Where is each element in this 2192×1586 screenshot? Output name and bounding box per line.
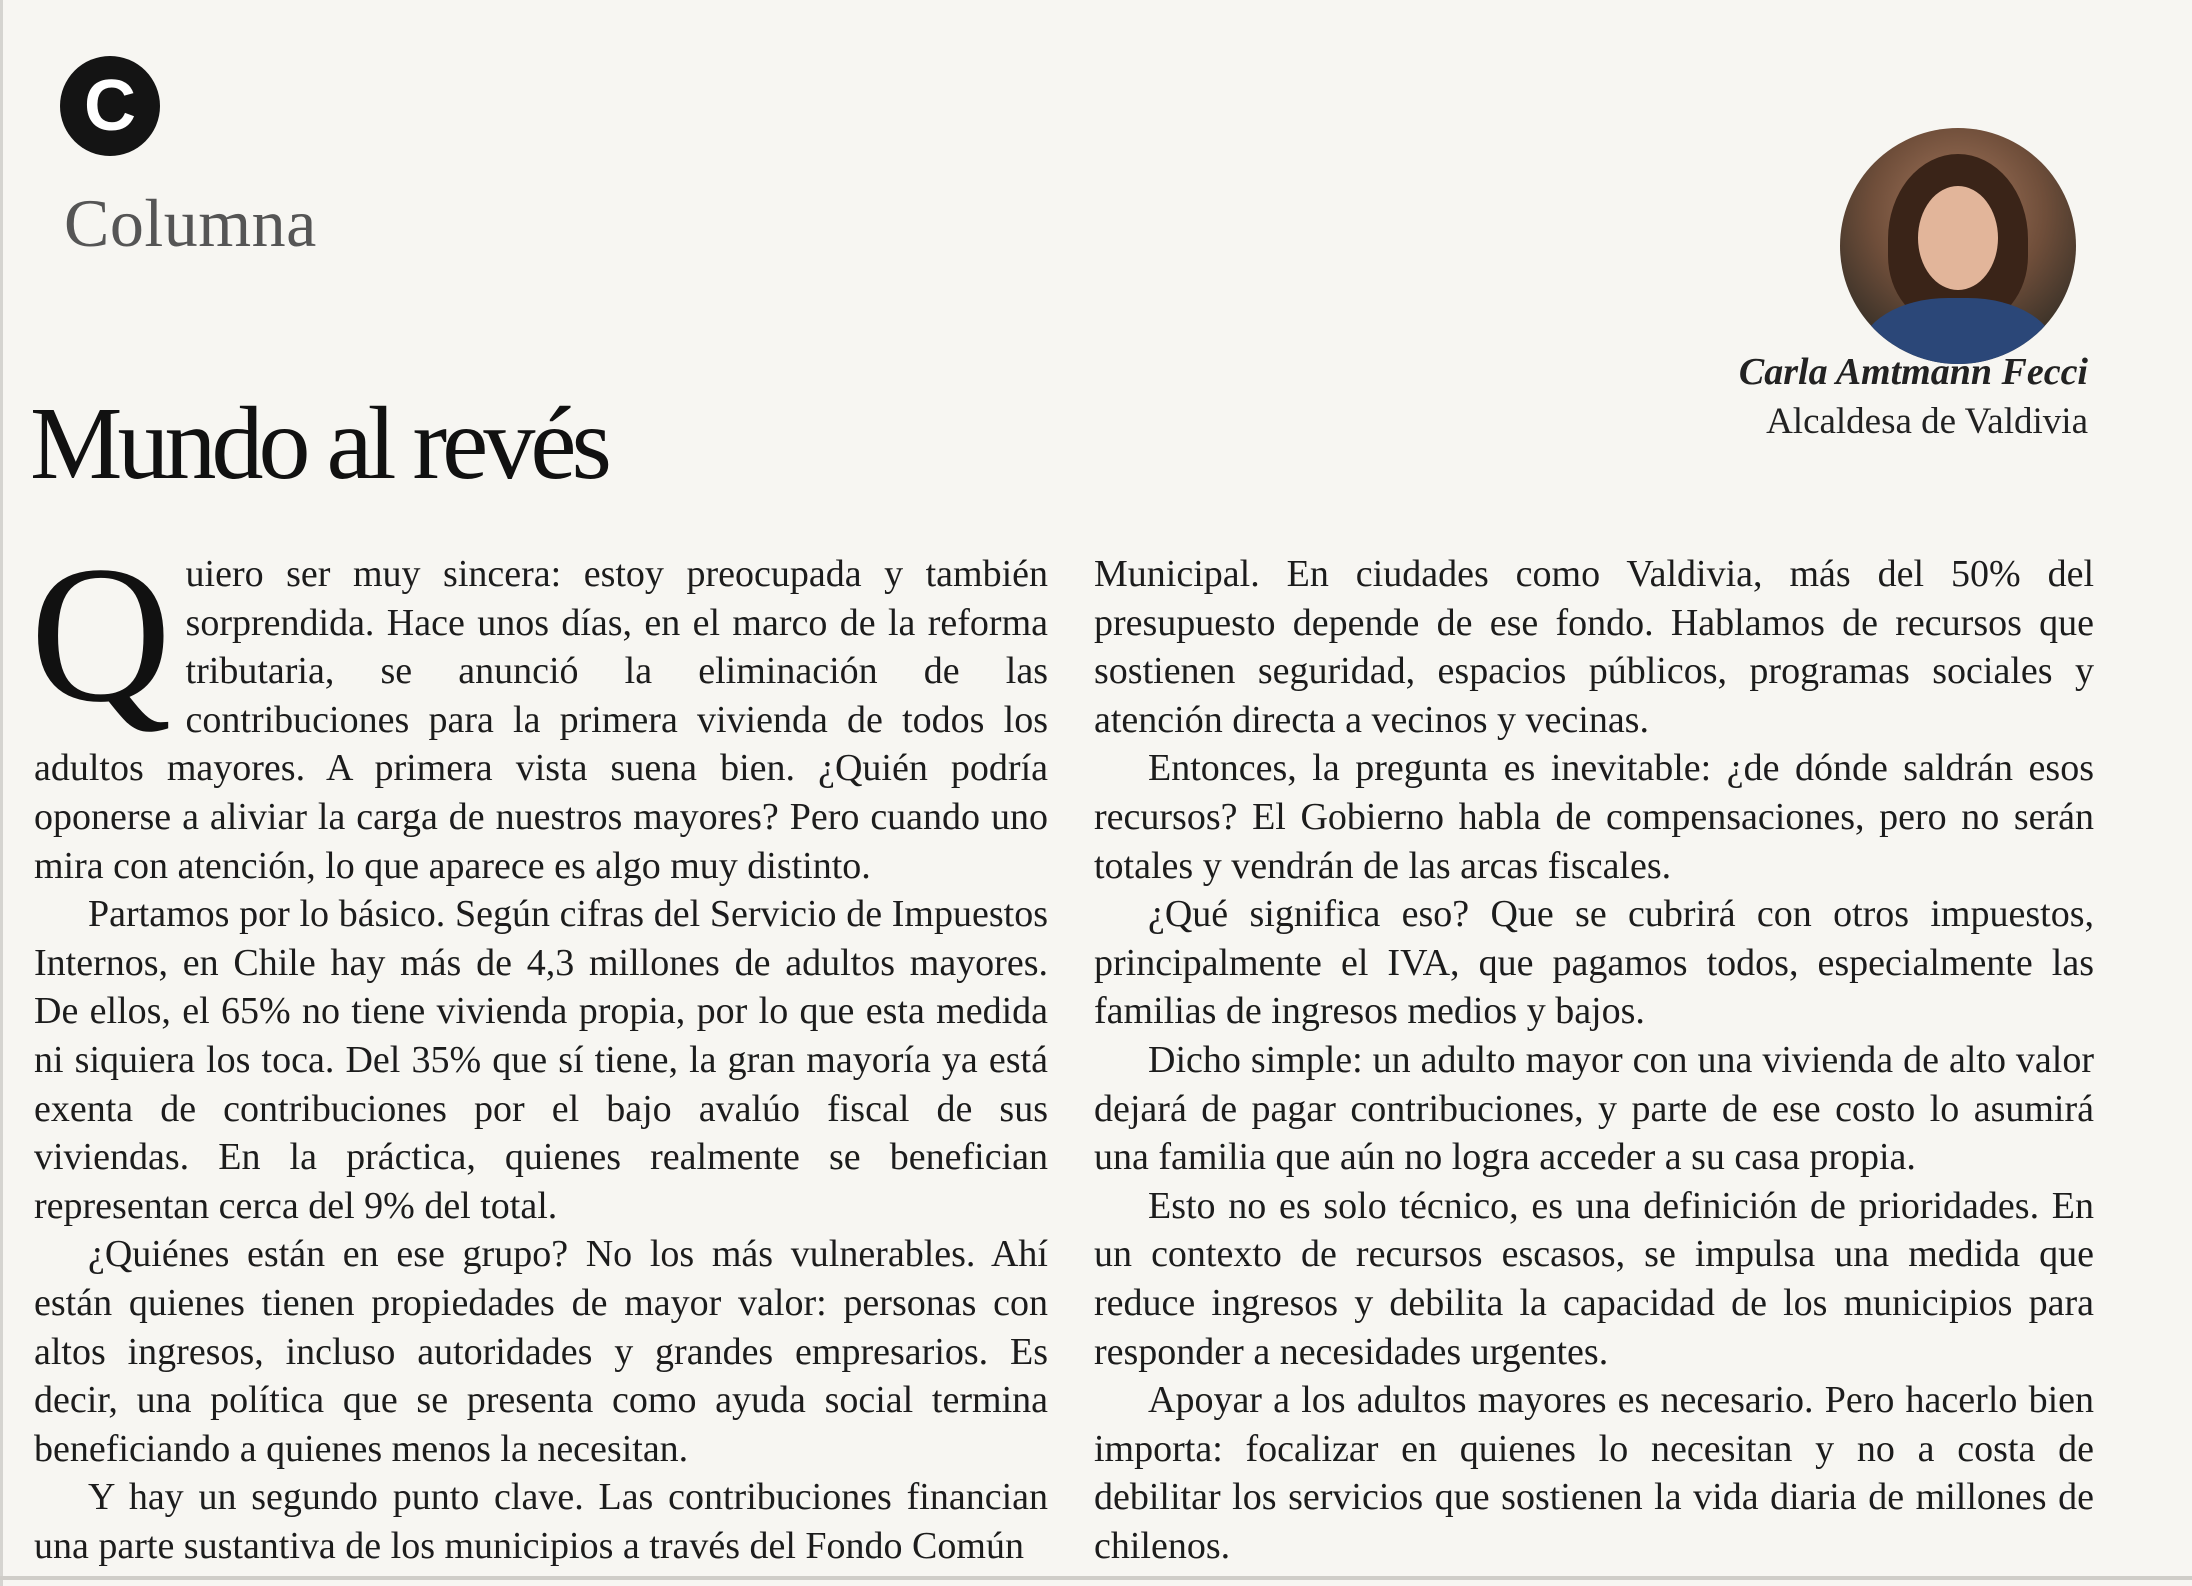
drop-cap: Q: [30, 526, 172, 743]
article-paragraph: Esto no es solo técnico, es una definición de prioridades. En un contexto de recursos escasos, se impulsa una medida que reduce ingresos y debilita la capacidad de los municipios para responder a necesidades urgentes.: [1094, 1184, 2094, 1373]
author-name: Carla Amtmann Fecci: [1738, 351, 2088, 393]
author-photo-face: [1918, 186, 1998, 290]
article-paragraph: Partamos por lo básico. Según cifras del Servicio de Impuestos Internos, en Chile hay más de 4,3 millones de adultos mayores. De ellos, el 65% no tiene vivienda propia, por lo que esta medida ni siquiera los toca. Del 35% que sí tiene, la gran mayoría ya está exenta de contribuciones por el bajo avalúo fiscal de sus viviendas. En la práctica, quienes realmente se benefician representan cerca del 9% del total.: [34, 893, 1048, 1227]
article-paragraph: [30, 526, 1048, 890]
author-photo: [1840, 128, 2076, 364]
article-column-1: [30, 526, 1048, 1570]
article-paragraph: ¿Qué significa eso? Que se cubrirá con otros impuestos, principalmente el IVA, que pagamos todos, especialmente las familias de ingresos medios y bajos.: [1094, 893, 2094, 1033]
author-role: Alcaldesa de Valdivia: [1766, 401, 2088, 442]
section-badge: C: [60, 56, 160, 156]
bottom-border: [0, 1576, 2192, 1580]
article-paragraph: Entonces, la pregunta es inevitable: ¿de dónde saldrán esos recursos? El Gobierno habla de compensaciones, pero no serán totales y vendrán de las arcas fiscales.: [1094, 747, 2094, 887]
left-border: [0, 0, 3, 1586]
article-paragraph: Apoyar a los adultos mayores es necesario. Pero hacerlo bien importa: focalizar en quienes lo necesitan y no a costa de debilitar los servicios que sostienen la vida diaria de millones de chilenos.: [1094, 1379, 2094, 1567]
paragraph-text: uiero ser muy sincera: estoy preocupada y también sorprendida. Hace unos días, en el marco de la reforma tributaria, se anunció la eliminación de las contribuciones para la primera vivienda de todos los adultos mayores. A primera vista suena bien. ¿Quién podría oponerse a aliviar la carga de nuestros mayores? Pero cuando uno mira con atención, lo que aparece es algo muy distinto.: [34, 553, 1048, 887]
article-paragraph: Y hay un segundo punto clave. Las contribuciones financian una parte sustantiva de los municipios a través del Fondo Común: [34, 1476, 1048, 1567]
article-paragraph: ¿Quiénes están en ese grupo? No los más vulnerables. Ahí están quienes tienen propiedades de mayor valor: personas con altos ingresos, incluso autoridades y grandes empresarios. Es decir, una política que se presenta como ayuda social termina beneficiando a quienes menos la necesitan.: [34, 1233, 1048, 1470]
section-label: Columna: [64, 185, 317, 261]
article-column-2: [1094, 550, 2094, 1570]
article-paragraph: Municipal. En ciudades como Valdivia, más del 50% del presupuesto depende de ese fondo. Hablamos de recursos que sostienen seguridad, espacios públicos, programas sociales y atención directa a vecinos y vecinas.: [1094, 553, 2094, 741]
article-paragraph: Dicho simple: un adulto mayor con una vivienda de alto valor dejará de pagar contribuciones, y parte de ese costo lo asumirá una familia que aún no logra acceder a su casa propia.: [1094, 1038, 2094, 1179]
headline: Mundo al revés: [30, 386, 607, 501]
